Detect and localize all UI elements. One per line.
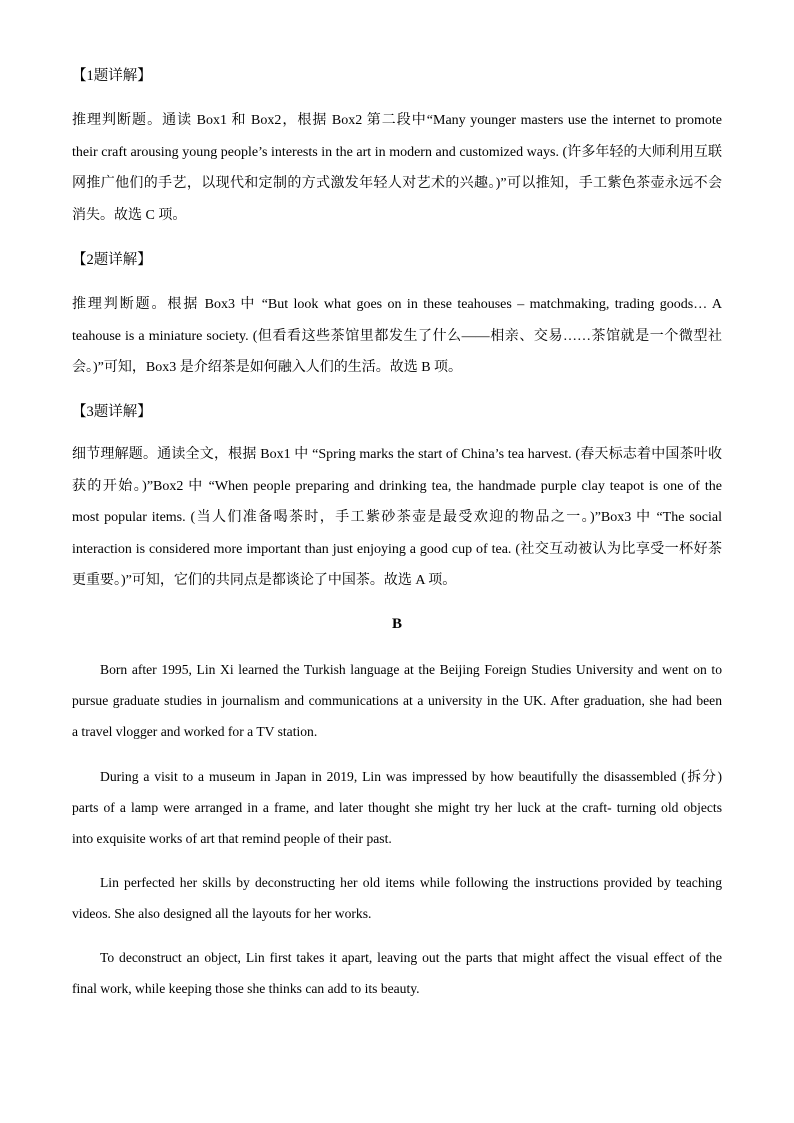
p2-line-3: into exquisite works of art that remind people of their past. (72, 831, 392, 846)
p4-line-1-text: To deconstruct an object, Lin first takes it apart, leaving out the parts that might affect the visual effect of the (100, 950, 722, 965)
passage-paragraph-1 (72, 654, 722, 747)
p2-line-2: parts of a lamp were arranged in a frame, and later thought she might try her luck at the craft- turning old objects (72, 800, 722, 815)
p2-line-1-text: During a visit to a museum in Japan in 2019, Lin was impressed by how beautifully the disassembled (拆分) (100, 769, 722, 784)
p1-line-1 (72, 654, 722, 685)
p4-line-2: final work, while keeping those she thinks can add to its beauty. (72, 981, 420, 996)
passage-paragraph-3 (72, 867, 722, 929)
q3-heading: 【3题详解】 (72, 404, 152, 420)
q1-line-1: 推理判断题。通读 Box1 和 Box2，根据 Box2 第二段中“Many younger masters use the internet to promote (72, 113, 722, 128)
q1-line-2: their craft arousing young people’s interests in the art in modern and customized ways. (许多年轻的大师利用互联 (72, 144, 722, 160)
q2-explanation (72, 289, 722, 384)
p3-line-1 (72, 867, 722, 898)
q3-line-4: interaction is considered more important than just enjoying a good cup of tea. (社交互动被认为比享受一杯好茶 (72, 541, 722, 557)
q1-line-3: 网推广他们的手艺，以现代和定制的方式激发年轻人对艺术的兴趣。)”可以推知，手工紫色茶壶永远不会 (72, 176, 722, 191)
q3-line-5: 更重要。)”可知，它们的共同点是都谈论了中国茶。故选 A 项。 (72, 573, 457, 588)
p1-line-2: pursue graduate studies in journalism and communications at a university in the UK. After graduation, she had been (72, 693, 722, 708)
section-b-title: B (391, 616, 402, 632)
q1-explanation (72, 105, 722, 231)
q2-line-1: 推理判断题。根据 Box3 中 “But look what goes on in these teahouses – matchmaking, trading goods… A (72, 297, 722, 312)
p3-line-1-text: Lin perfected her skills by deconstructing her old items while following the instructions provided by teaching (100, 875, 722, 890)
p1-line-3: a travel vlogger and worked for a TV station. (72, 724, 318, 739)
q2-heading: 【2题详解】 (72, 252, 152, 268)
passage-paragraph-4 (72, 942, 722, 1004)
q3-line-3: most popular items. (当人们准备喝茶时，手工紫砂茶壶是最受欢迎的物品之一。)”Box3 中 “The social (72, 510, 722, 525)
q3-line-1: 细节理解题。通读全文，根据 Box1 中 “Spring marks the start of China’s tea harvest. (春天标志着中国茶叶收 (72, 447, 722, 462)
p2-line-1 (72, 761, 722, 792)
p4-line-1 (72, 942, 722, 973)
p1-line-1-text: Born after 1995, Lin Xi learned the Turkish language at the Beijing Foreign Studies University and went on to (100, 662, 722, 677)
q2-line-3: 会。)”可知，Box3 是介绍茶是如何融入人们的生活。故选 B 项。 (72, 360, 463, 375)
q3-explanation (72, 439, 722, 597)
q2-line-2: teahouse is a miniature society. (但看看这些茶馆里都发生了什么——相亲、交易……茶馆就是一个微型社 (72, 328, 722, 344)
q1-heading: 【1题详解】 (72, 68, 152, 84)
q1-line-4: 消失。故选 C 项。 (72, 207, 187, 223)
p3-line-2: videos. She also designed all the layouts for her works. (72, 906, 372, 921)
q3-line-2: 获的开始。)”Box2 中 “When people preparing and drinking tea, the handmade purple clay teapot is one of the (72, 478, 722, 494)
passage-paragraph-2 (72, 761, 722, 854)
